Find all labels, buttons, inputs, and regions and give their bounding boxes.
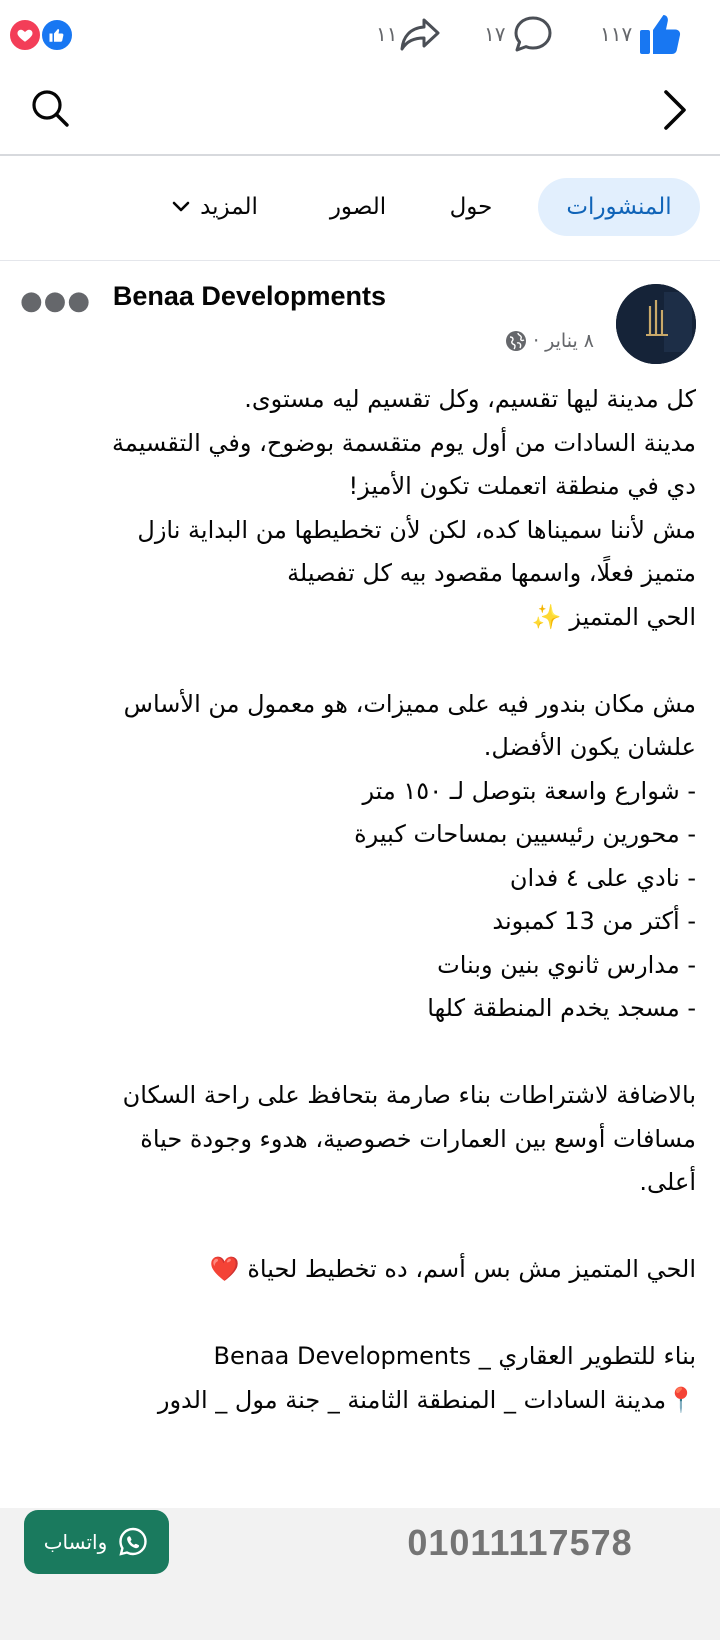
tab-photos[interactable]: الصور [329, 194, 387, 220]
like-count: ١١٧ [600, 22, 633, 46]
page-avatar[interactable] [616, 284, 696, 364]
reaction-bar [0, 0, 720, 72]
post-blank-line [24, 1205, 696, 1249]
like-icon[interactable] [638, 12, 684, 60]
comment-count: ١٧ [484, 22, 506, 46]
post-blank-line [24, 1031, 696, 1075]
post-blank-line [24, 639, 696, 683]
whatsapp-icon [117, 1526, 149, 1558]
globe-icon [505, 330, 527, 352]
profile-tabs [0, 156, 720, 261]
page-name[interactable]: Benaa Developments [112, 281, 386, 311]
share-icon[interactable] [398, 14, 442, 58]
post-line: الحي المتميز مش بس أسم، ده تخطيط لحياة ❤️ [209, 1255, 696, 1283]
post-line: الحي المتميز ✨ [531, 602, 696, 631]
post-blank-line [24, 1292, 696, 1336]
post-line: كل مدينة ليها تقسيم، وكل تقسيم ليه مستوى. [244, 385, 696, 413]
post-line: بالاضافة لاشتراطات بناء صارمة بتحافظ على راحة السكان [122, 1081, 696, 1109]
tab-about[interactable]: حول [449, 194, 493, 220]
like-reaction-icon [40, 18, 74, 52]
post-line: أعلى. [639, 1168, 696, 1196]
post-line: - محورين رئيسيين بمساحات كبيرة [354, 820, 696, 848]
post-line: - مسجد يخدم المنطقة كلها [427, 994, 696, 1022]
post-line: - مدارس ثانوي بنين وبنات [437, 950, 696, 979]
post-line: مدينة السادات من أول يوم متقسمة بوضوح، وفي التقسيمة [112, 428, 696, 457]
love-reaction-icon [8, 18, 42, 52]
post-line: دي في منطقة اتعملت تكون الأميز! [348, 472, 696, 500]
more-options-icon[interactable]: ●●● [20, 286, 92, 316]
whatsapp-button[interactable] [24, 1510, 169, 1574]
tab-more-label: المزيد [200, 194, 258, 220]
post-line: مش لأننا سميناها كده، لكن لأن تخطيطها من البداية نازل [137, 515, 696, 544]
post-line: - شوارع واسعة بتوصل لـ ١٥٠ متر [362, 776, 696, 805]
chevron-right-icon[interactable] [656, 86, 692, 138]
chevron-down-icon [172, 201, 190, 213]
tab-posts[interactable]: المنشورات [538, 178, 700, 236]
post-line: - أكتر من 13 كمبوند [492, 907, 696, 935]
post-line: علشان يكون الأفضل. [483, 733, 696, 761]
share-count: ١١ [376, 22, 398, 46]
post-line: 📍مدينة السادات _ المنطقة الثامنة _ جنة مول _ الدور [157, 1385, 696, 1414]
post-line: - نادي على ٤ فدان [509, 863, 696, 892]
post-line: مش مكان بندور فيه على مميزات، هو معمول من الأساس [123, 689, 696, 718]
search-icon[interactable] [28, 86, 72, 134]
post-text [24, 378, 696, 1442]
whatsapp-label: واتساب [43, 1530, 108, 1554]
tab-more[interactable] [160, 178, 270, 236]
post-date[interactable]: ٨ يناير · [533, 330, 594, 352]
nav-bar [0, 76, 720, 156]
post-line: متميز فعلًا، واسمها مقصود بيه كل تفصيلة [287, 559, 696, 587]
post-line: بناء للتطوير العقاري _ Benaa Developments [213, 1342, 696, 1370]
post-line: مسافات أوسع بين العمارات خصوصية، هدوء وجودة حياة [140, 1124, 696, 1153]
comment-icon[interactable] [512, 14, 554, 60]
phone-number[interactable]: 01011117578 [407, 1522, 633, 1563]
post-meta [505, 330, 594, 352]
